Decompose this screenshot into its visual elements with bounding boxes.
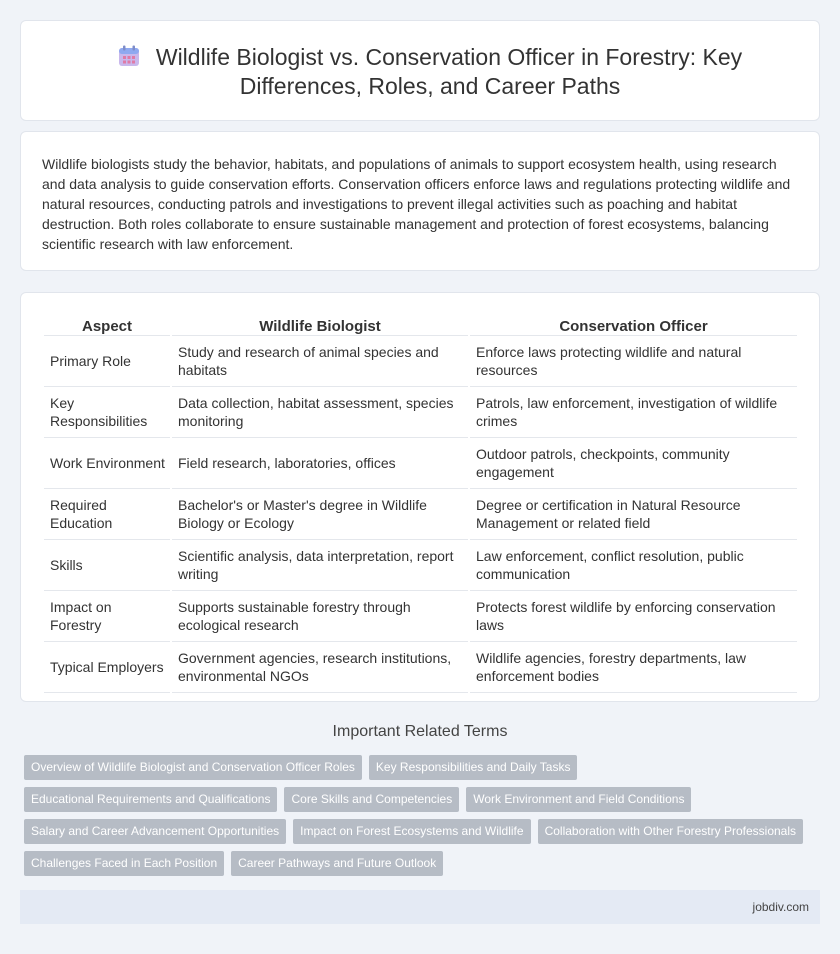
- row-conservation-officer: Protects forest wildlife by enforcing conservation laws: [470, 591, 797, 642]
- related-term-tag[interactable]: Collaboration with Other Forestry Professionals: [538, 819, 803, 844]
- calendar-icon: [118, 45, 140, 67]
- header-conservation-officer: Conservation Officer: [470, 314, 797, 336]
- row-conservation-officer: Enforce laws protecting wildlife and natural resources: [470, 336, 797, 387]
- table-row: [44, 642, 797, 693]
- row-wildlife-biologist: Government agencies, research institutions, environmental NGOs: [172, 642, 468, 693]
- row-wildlife-biologist: Field research, laboratories, offices: [172, 438, 468, 489]
- related-term-tag[interactable]: Salary and Career Advancement Opportunities: [24, 819, 286, 844]
- page-title-wrap: [81, 43, 779, 101]
- related-term-tag[interactable]: Core Skills and Competencies: [284, 787, 459, 812]
- header-card: [20, 20, 820, 121]
- table-row: [44, 438, 797, 489]
- summary-card: [20, 131, 820, 271]
- tag-row: [24, 787, 824, 819]
- header-wildlife-biologist: Wildlife Biologist: [172, 314, 468, 336]
- row-wildlife-biologist: Supports sustainable forestry through ecological research: [172, 591, 468, 642]
- table-row: [44, 489, 797, 540]
- row-conservation-officer: Wildlife agencies, forestry departments, law enforcement bodies: [470, 642, 797, 693]
- tag-row: [24, 819, 824, 851]
- row-wildlife-biologist: Data collection, habitat assessment, species monitoring: [172, 387, 468, 438]
- row-aspect: Typical Employers: [44, 642, 170, 693]
- table-row: [44, 591, 797, 642]
- related-term-tag[interactable]: Career Pathways and Future Outlook: [231, 851, 443, 876]
- comparison-table: [42, 314, 799, 693]
- related-term-tag[interactable]: Challenges Faced in Each Position: [24, 851, 224, 876]
- row-conservation-officer: Patrols, law enforcement, investigation of wildlife crimes: [470, 387, 797, 438]
- row-aspect: Key Responsibilities: [44, 387, 170, 438]
- row-wildlife-biologist: Study and research of animal species and habitats: [172, 336, 468, 387]
- footer-site-link[interactable]: jobdiv.com: [752, 900, 809, 914]
- table-row: [44, 540, 797, 591]
- row-aspect: Impact on Forestry: [44, 591, 170, 642]
- related-term-tag[interactable]: Key Responsibilities and Daily Tasks: [369, 755, 578, 780]
- related-term-tag[interactable]: Educational Requirements and Qualifications: [24, 787, 277, 812]
- table-row: [44, 336, 797, 387]
- row-wildlife-biologist: Bachelor's or Master's degree in Wildlife Biology or Ecology: [172, 489, 468, 540]
- related-terms-title: Important Related Terms: [332, 723, 508, 740]
- footer: [20, 890, 820, 924]
- header-aspect: Aspect: [44, 314, 170, 336]
- related-terms-tags: [24, 755, 824, 883]
- row-aspect: Primary Role: [44, 336, 170, 387]
- row-aspect: Work Environment: [44, 438, 170, 489]
- row-conservation-officer: Degree or certification in Natural Resource Management or related field: [470, 489, 797, 540]
- row-aspect: Required Education: [44, 489, 170, 540]
- related-term-tag[interactable]: Impact on Forest Ecosystems and Wildlife: [293, 819, 530, 844]
- related-term-tag[interactable]: Work Environment and Field Conditions: [466, 787, 691, 812]
- comparison-table-card: [20, 292, 820, 702]
- summary-text: Wildlife biologists study the behavior, habitats, and populations of animals to support ecosystem health, using research and data analysis to guide conservation efforts. Conservation officers enforce laws and regulations protecting wildlife and natural resources, conducting patrols and investigations to prevent illegal activities such as poaching and habitat destruction. Both roles collaborate to ensure sustainable management and protection of forest ecosystems, balancing scientific research with law enforcement.: [42, 156, 791, 252]
- row-aspect: Skills: [44, 540, 170, 591]
- row-conservation-officer: Law enforcement, conflict resolution, public communication: [470, 540, 797, 591]
- tag-row: [24, 755, 824, 787]
- page-title: Wildlife Biologist vs. Conservation Officer in Forestry: Key Differences, Roles, and Career Paths: [155, 44, 743, 99]
- related-term-tag[interactable]: Overview of Wildlife Biologist and Conservation Officer Roles: [24, 755, 362, 780]
- tag-row: [24, 851, 824, 883]
- table-row: [44, 387, 797, 438]
- row-conservation-officer: Outdoor patrols, checkpoints, community engagement: [470, 438, 797, 489]
- row-wildlife-biologist: Scientific analysis, data interpretation, report writing: [172, 540, 468, 591]
- table-header-row: [44, 314, 797, 336]
